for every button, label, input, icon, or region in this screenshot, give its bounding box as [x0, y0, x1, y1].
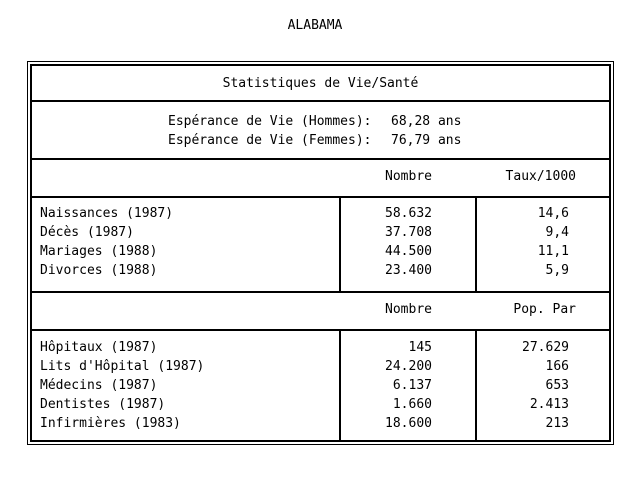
- section2-col-number: Nombre: [385, 302, 432, 317]
- row-number: 23.400: [385, 263, 432, 278]
- row-number: 58.632: [385, 206, 432, 221]
- row-label: Mariages (1988): [40, 244, 158, 259]
- row-label: Naissances (1987): [40, 206, 174, 221]
- row-rate: 14,6: [537, 206, 569, 221]
- row-label: Dentistes (1987): [40, 397, 166, 412]
- table-row: [30, 378, 611, 397]
- life-expectancy-women-label: Espérance de Vie (Femmes):: [168, 133, 372, 148]
- table-row: [30, 244, 611, 263]
- row-rate: 653: [545, 378, 569, 393]
- row-number: 44.500: [385, 244, 432, 259]
- row-label: Lits d'Hôpital (1987): [40, 359, 205, 374]
- row-number: 145: [408, 340, 432, 355]
- table-row: [30, 225, 611, 244]
- divider-title: [30, 100, 611, 102]
- table-row: [30, 263, 611, 282]
- table-row: [30, 397, 611, 416]
- divider-life-expectancy: [30, 158, 611, 160]
- panel-title: Statistiques de Vie/Santé: [222, 76, 419, 91]
- row-label: Infirmières (1983): [40, 416, 181, 431]
- row-rate: 2.413: [529, 397, 569, 412]
- row-number: 37.708: [385, 225, 432, 240]
- row-label: Divorces (1988): [40, 263, 158, 278]
- row-number: 24.200: [385, 359, 432, 374]
- section2-header: [30, 302, 611, 321]
- row-rate: 5,9: [545, 263, 569, 278]
- row-number: 6.137: [392, 378, 432, 393]
- row-rate: 27.629: [522, 340, 569, 355]
- section1-header: [30, 169, 611, 188]
- row-rate: 213: [545, 416, 569, 431]
- life-expectancy-women-value: 76,79 ans: [391, 133, 462, 148]
- table-row: [30, 416, 611, 435]
- row-label: Hôpitaux (1987): [40, 340, 158, 355]
- section2-col-rate: Pop. Par: [513, 302, 576, 317]
- divider-section1-header: [30, 196, 611, 198]
- section1-col-rate: Taux/1000: [505, 169, 576, 184]
- table-row: [30, 206, 611, 225]
- life-expectancy-men-value: 68,28 ans: [391, 114, 462, 129]
- divider-section2: [30, 291, 611, 293]
- state-title: ALABAMA: [287, 18, 343, 33]
- table-row: [30, 340, 611, 359]
- divider-section2-header: [30, 329, 611, 331]
- row-number: 18.600: [385, 416, 432, 431]
- table-row: [30, 359, 611, 378]
- row-rate: 9,4: [545, 225, 569, 240]
- section1-col-number: Nombre: [385, 169, 432, 184]
- row-number: 1.660: [392, 397, 432, 412]
- row-rate: 166: [545, 359, 569, 374]
- life-expectancy-men-label: Espérance de Vie (Hommes):: [168, 114, 372, 129]
- row-label: Médecins (1987): [40, 378, 158, 393]
- row-rate: 11,1: [537, 244, 569, 259]
- row-label: Décès (1987): [40, 225, 134, 240]
